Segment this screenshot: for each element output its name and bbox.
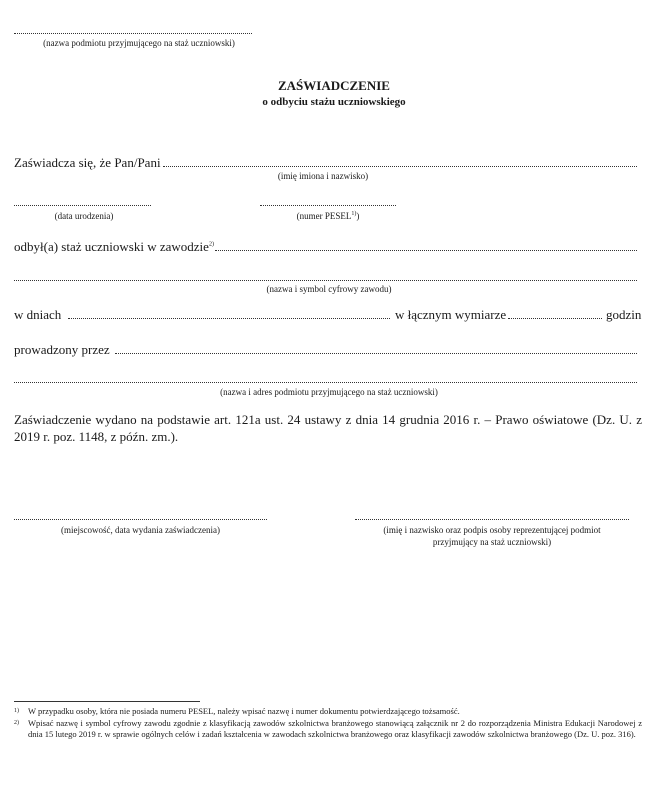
footnote-2-text: Wpisać nazwę i symbol cyfrowy zawodu zgodnie z klasyfikacją zawodów szkolnictwa branżowego stanowiącą załącznik nr 2 do rozporządzenia Ministra Edukacji Narodowej z dnia 15 lutego 2019 r. w sprawie ogólnych celów i zadań kształcenia w zawodach szkolnictwa branżowego oraz klasyfikacji zawodów szkolnictwa branżowego (Dz. U. poz. 316). — [28, 718, 642, 739]
days-label: w dniach — [14, 307, 62, 322]
conducted-label: prowadzony przez — [14, 342, 110, 357]
occupation-label: odbył(a) staż uczniowski w zawodzie$^{2)}$ — [14, 239, 214, 254]
occupation-field-1[interactable] — [215, 250, 637, 251]
person-label: Zaświadcza się, że Pan/Pani — [14, 155, 161, 170]
pesel-field[interactable] — [260, 205, 396, 206]
entity-name-caption: (nazwa podmiotu przyjmującego na staż uczniowski) — [43, 38, 235, 48]
footnote-1 — [14, 706, 642, 717]
days-field[interactable] — [68, 318, 390, 319]
place-date-field[interactable] — [14, 519, 267, 520]
footnote-1-text: W przypadku osoby, która nie posiada numeru PESEL, należy wpisać nazwę i numer dokumentu potwierdzającego tożsamość. — [28, 706, 460, 716]
document-subtitle: o odbyciu stażu uczniowskiego — [262, 96, 406, 108]
signature-field[interactable] — [355, 519, 629, 520]
footnote-2-mark: 2) — [14, 720, 19, 726]
document-title: ZAŚWIADCZENIE — [278, 78, 390, 93]
footnote-separator — [14, 701, 200, 702]
total-label: w łącznym wymiarze — [395, 307, 507, 322]
signatory-caption-line2: przyjmujący na staż uczniowski) — [432, 537, 552, 547]
person-caption: (imię imiona i nazwisko) — [277, 171, 369, 181]
conducted-caption: (nazwa i adres podmiotu przyjmującego na staż uczniowski) — [220, 387, 438, 397]
footnote-1-mark: 1) — [14, 708, 19, 714]
conducted-field-2[interactable] — [14, 382, 637, 383]
entity-name-line[interactable] — [14, 33, 252, 34]
signatory-caption-line1: (imię i nazwisko oraz podpis osoby reprezentującej podmiot — [383, 525, 601, 535]
place-date-caption: (miejscowość, data wydania zaświadczenia) — [61, 525, 220, 535]
hours-label: godzin — [606, 307, 642, 322]
pesel-footnote-mark: 1) — [351, 211, 357, 217]
pesel-caption: (numer PESEL$^{1)}$) — [296, 211, 360, 221]
occupation-caption: (nazwa i symbol cyfrowy zawodu) — [266, 284, 392, 294]
birthdate-caption: (data urodzenia) — [54, 211, 114, 221]
occupation-field-2[interactable] — [14, 280, 637, 281]
person-name-field[interactable] — [163, 166, 637, 167]
conducted-field-1[interactable] — [115, 353, 637, 354]
hours-field[interactable] — [508, 318, 602, 319]
birthdate-field[interactable] — [14, 205, 151, 206]
footnote-2 — [14, 718, 642, 740]
legal-basis: Zaświadczenie wydano na podstawie art. 121a ust. 24 ustawy z dnia 14 grudnia 2016 r. – Prawo oświatowe (Dz. U. z 2019 r. poz. 1148, z późn. zm.). — [14, 412, 642, 444]
occupation-footnote-mark: 2) — [208, 241, 214, 248]
